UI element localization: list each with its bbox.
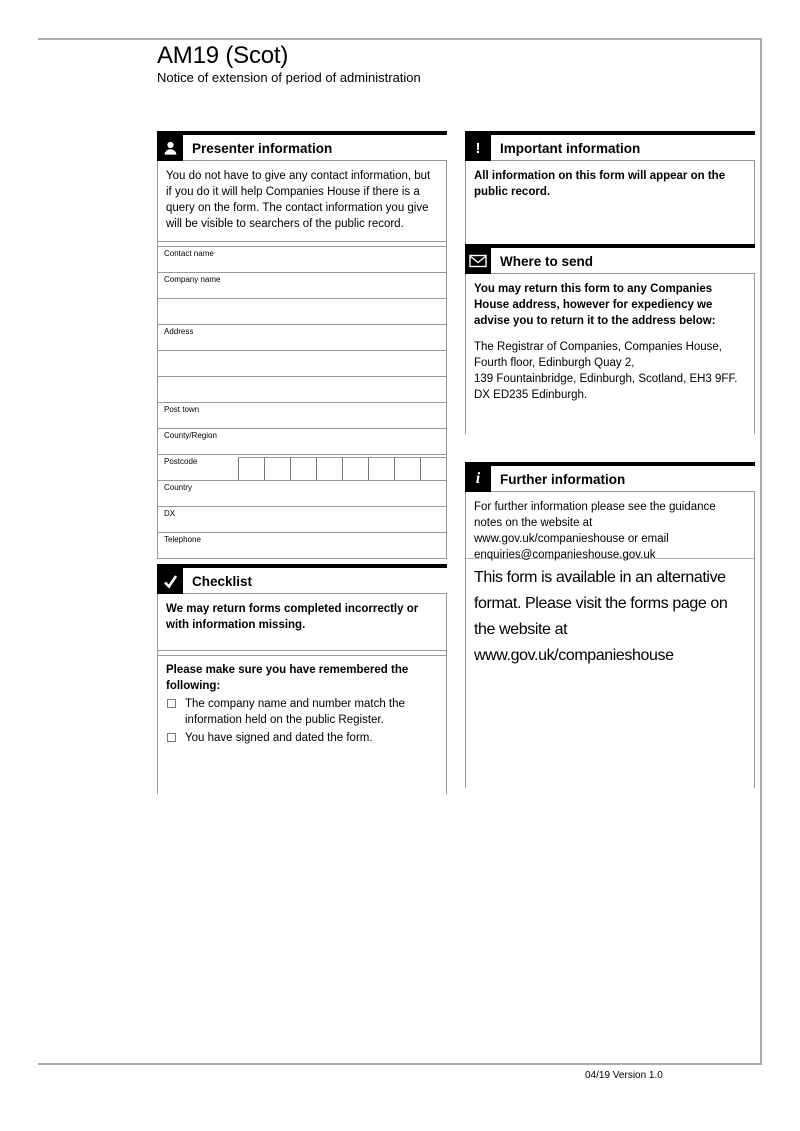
dx-field[interactable] xyxy=(158,506,446,532)
page-frame-top xyxy=(38,38,762,40)
telephone-field[interactable] xyxy=(158,532,446,558)
address-line: Fourth floor, Edinburgh Quay 2, xyxy=(474,357,635,369)
field-label: Company name xyxy=(164,275,221,284)
field-label: Contact name xyxy=(164,249,214,258)
where-to-send-box xyxy=(465,274,755,434)
postcode-cell[interactable] xyxy=(342,457,368,480)
address-field[interactable] xyxy=(158,324,446,350)
checklist-item-text: The company name and number match the information held on the public Register. xyxy=(185,698,405,726)
address-line: 139 Fountainbridge, Edinburgh, Scotland, EH3 9FF. xyxy=(474,373,738,385)
presenter-description: You do not have to give any contact information, but if you do it will help Companies House if there is a query on the form. The contact information you give will be visible to searchers of the public record. xyxy=(166,170,431,230)
version-label: 04/19 Version 1.0 xyxy=(585,1070,663,1081)
address-line: The Registrar of Companies, Companies House, xyxy=(474,341,723,353)
company-name-field[interactable] xyxy=(158,272,446,298)
postcode-cell[interactable] xyxy=(238,457,264,480)
further-info-heading: Further information xyxy=(500,471,626,487)
field-label: Address xyxy=(164,327,194,336)
checklist-item-text: You have signed and dated the form. xyxy=(185,732,373,744)
field-label: DX xyxy=(164,509,176,518)
postcode-field[interactable] xyxy=(158,454,446,480)
alternative-format-text: This form is available in an alternative format. Please visit the forms page on the website at www.gov.uk/companieshouse xyxy=(474,569,728,664)
further-info-text: For further information please see the guidance notes on the website at www.gov.uk/companieshouse or email enquiries@companieshouse.gov.uk xyxy=(474,501,716,561)
important-section-header xyxy=(465,135,755,161)
page-frame-bottom xyxy=(38,1063,762,1065)
form-code: AM19 (Scot) xyxy=(157,42,289,69)
important-text-box: All information on this form will appear on the public record. xyxy=(465,161,755,244)
checkbox[interactable] xyxy=(167,699,176,708)
exclamation-icon: ! xyxy=(465,135,491,161)
info-icon: i xyxy=(465,466,491,492)
page-frame-right xyxy=(760,38,762,1065)
form-title: Notice of extension of period of administration xyxy=(157,70,421,85)
checkmark-icon xyxy=(157,568,183,594)
checklist-heading: Checklist xyxy=(192,573,253,589)
post-town-field[interactable] xyxy=(158,402,446,428)
address-field-line-2[interactable] xyxy=(158,350,446,376)
address-field-line-3[interactable] xyxy=(158,376,446,402)
important-heading: Important information xyxy=(500,140,641,156)
postcode-cell[interactable] xyxy=(420,457,446,480)
further-info-box xyxy=(465,492,755,788)
spacer xyxy=(465,434,755,462)
postcode-cell[interactable] xyxy=(368,457,394,480)
presenter-section-header xyxy=(157,135,447,161)
field-label: Telephone xyxy=(164,535,201,544)
field-label: Country xyxy=(164,483,193,492)
contact-name-field[interactable] xyxy=(158,246,446,272)
postcode-cell[interactable] xyxy=(316,457,342,480)
presenter-heading: Presenter information xyxy=(192,140,333,156)
checklist-item xyxy=(166,730,438,746)
right-column xyxy=(465,131,755,788)
postcode-cell[interactable] xyxy=(394,457,420,480)
country-field[interactable] xyxy=(158,480,446,506)
where-to-send-heading: Where to send xyxy=(500,253,594,269)
checklist-section-header xyxy=(157,568,447,594)
where-to-send-section-header xyxy=(465,248,755,274)
checklist-reminder-box xyxy=(158,655,446,794)
postcode-cells xyxy=(238,457,446,480)
company-name-field-line-2[interactable] xyxy=(158,298,446,324)
presenter-fields-box xyxy=(157,161,447,559)
checkbox[interactable] xyxy=(167,733,176,742)
further-info-section-header xyxy=(465,466,755,492)
checklist-item xyxy=(166,696,438,728)
checklist-box xyxy=(157,594,447,794)
postcode-cell[interactable] xyxy=(290,457,316,480)
where-to-send-intro: You may return this form to any Companies House address, however for expediency we advise you to return it to the address below: xyxy=(474,283,716,327)
checklist-reminder-intro: Please make sure you have remembered the following: xyxy=(166,664,409,692)
left-column xyxy=(157,131,447,794)
field-label: Postcode xyxy=(164,457,198,466)
envelope-icon xyxy=(465,248,491,274)
postcode-cell[interactable] xyxy=(264,457,290,480)
alternative-format-box xyxy=(466,558,754,788)
person-icon xyxy=(157,135,183,161)
address-line: DX ED235 Edinburgh. xyxy=(474,389,588,401)
field-label: Post town xyxy=(164,405,200,414)
county-region-field[interactable] xyxy=(158,428,446,454)
field-label: County/Region xyxy=(164,431,217,440)
checklist-warning: We may return forms completed incorrectly or with information missing. xyxy=(166,603,419,631)
